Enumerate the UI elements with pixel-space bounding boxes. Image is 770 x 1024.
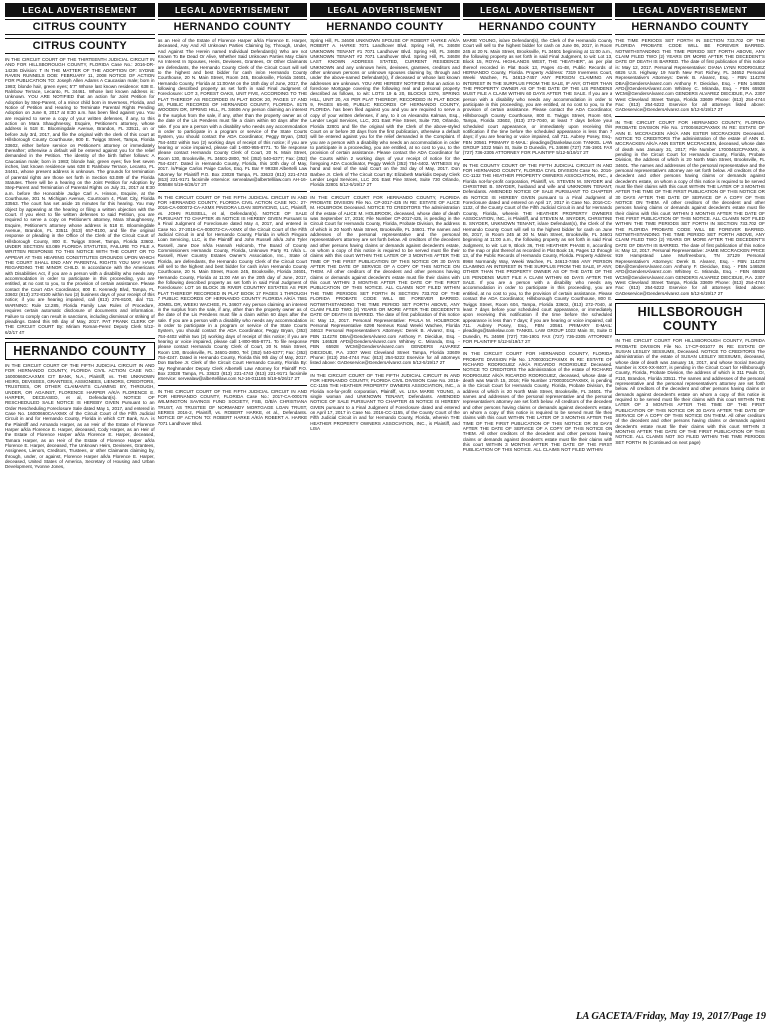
newspaper-page [5,3,765,1011]
legal-notice: IN THE CIRCUIT COURT OF THE FIFTH JUDICIAL CIRCUIT IN AND FOR HERNANDO COUNTY, FLORIDA CIVIL DIVISION Case No. 2016-CC-1155 THE HEATHER PROPERTY OWNERS ASSOCIATION, INC., a Florida not-for-profit corporation, Plaintiff, vs. LISA MARIE YOUNG, a single woman and UNKNOWN TENANT, Defendants. AMENDED NOTICE OF SALE PURSUANT TO CHAPTER 45 NOTICE IS HEREBY GIVEN pursuant to a Final Judgment of Foreclosure dated and entered on April 17, 2017 in Case No. 2016-CC-1155, of the County Court of the Fifth Judicial Circuit in and for Hernando County, Florida, wherein THE HEATHER PROPERTY OWNERS ASSOCIATION, INC., is Plaintiff, and LISA [310,372,460,432]
legal-notice: IN THE CIRCUIT COURT FOR HILLSBOROUGH COUNTY, FLORIDA PROBATE DIVISION File No. 17-CP-001077 IN RE: ESTATE OF SUSAN LESLEY SESSUMS, Deceased. NOTICE TO CREDITORS The administration of the estate of SUSAN LESLEY SESSUMS, deceased, whose date of death was January 16, 2017, and whose Social Security Number is XXX-XX-8407, is pending in the Circuit Court for Hillsborough County, Florida, Probate Division, the address of which is 311 Pauls Dr, #110, Brandon, Florida 33511. The names and addresses of the personal representative and the personal representative's attorney are set forth below. All creditors of the decedent and other persons having claims or demands against decedent's estate on whom a copy of this notice is required to be served must file their claims with this court WITHIN THE LATER OF 3 MONTHS AFTER THE TIME OF THE FIRST PUBLICATION OF THIS NOTICE OR 30 DAYS AFTER THE DATE OF SERVICE OF A COPY OF THIS NOTICE ON THEM. All other creditors of the decedent and other persons having claims or demands against decedent's estate must file their claims with this court WITHIN 3 MONTHS AFTER THE DATE OF THE FIRST PUBLICATION OF THIS NOTICE. ALL CLAIMS NOT SO FILED WITHIN THE TIME PERIODS SET FORTH IN (Continued on next page) [615,338,765,445]
county-heading: HERNANDO COUNTY [463,19,613,35]
column-header: LEGAL ADVERTISEMENT [463,3,613,17]
divider [158,385,308,386]
column-header: LEGAL ADVERTISEMENT [615,3,765,17]
columns [5,3,765,1009]
county-heading: HILLSBOROUGH COUNTY [615,303,765,335]
divider [310,191,460,192]
divider [310,369,460,370]
divider [5,338,155,339]
county-heading: HERNANDO COUNTY [310,19,460,35]
column-2 [158,3,308,1009]
legal-notice: IN THE CIRCUIT COURT OF THE FIFTH JUDICIAL CIRCUIT IN AND FOR HERNANDO COUNTY, FLORIDA CIVIL ACTION CASE NO.: 16000660CAAXMX CIT BANK, N.A., Plaintiff, vs. THE UNKNOWN HEIRS, DEVISEES, GRANTEES, ASSIGNEES, LIENORS, CREDITORS, TRUSTEES, OR OTHER CLAIMANTS CLAIMING BY, THROUGH, UNDER, OR AGAINST, FLORENCE HARPER A/K/A FLORENCE E. HARPER, DECEASED, et al, Defendant(s). NOTICE OF RESCHEDULED SALE NOTICE IS HEREBY GIVEN Pursuant to an Order Rescheduling Foreclosure Sale dated May 1, 2017, and entered in Case No. 16000660CAAXMX of the Circuit Court of the Fifth Judicial Circuit in and for Hernando County, Florida in which CIT Bank, N.A. is the Plaintiff and Armando Harper, as an Heir of the Estate of Florence Harper a/k/a Florence E. Harper, deceased, Cody Harper, as an Heir of the Estate of Florence Harper a/k/a Florence E. Harper, deceased, Tamara Harper, as an Heir of the Estate of Florence Harper a/k/a Florence E. Harper, deceased, The Unknown Heirs, Devisees, Grantees, Assignees, Lienors, Creditors, Trustees, or other Claimants claiming by, through, under, or against, Florence Harper a/k/a Florence E. Harper, deceased, United States of America, Secretary of Housing and Urban Development, Yvonne Jones, [5,362,155,470]
county-heading: HERNANDO COUNTY [615,19,765,35]
column-1 [5,3,155,1009]
legal-notice: MARIE YOUNG, is/are Defendant(s), the Clerk of the Hernando County Court will sell to the highest bidder for cash on June 06, 2017, in Room 245 at 20 N. Main Street, Brooksville, FL 34601 beginning at 11:00 a.m., the following property as set forth in said Final Judgment, to wit: Lot 13, Block 15, ROYAL HIGHLANDS WEST, THE "HEATHER", as per plat thereof recorded in Plat Book 13, Pages 41-48, Public Records of HERNANDO County, Florida. Property Address: 7319 Inverness Court, Weeki Wachee, FL 34613-7457 ANY PERSON CLAIMING AN INTEREST IN THE SURPLUS FROM THE SALE, IF ANY, OTHER THAN THE PROPERTY OWNER AS OF THE DATE OF THE LIS PENDENS MUST FILE A CLAIM WITHIN 60 DAYS AFTER THE SALE. If you are a person with a disability who needs any accommodation in order to participate in this proceeding, you are entitled, at no cost to you, to the provision of certain assistance. Please contact the ADA Coordinator, Hillsborough County Courthouse, 800 E. Twiggs Street, Room 604, Tampa, Florida 33602, (813) 272-7040, at least 7 days before your scheduled court appearance, or immediately upon receiving this notification if the time before the scheduled appearance is less than 7 days; if you are hearing or voice impaired, call 711. Aubrey Posey, Esq., FBN 20561 PRIMARY E-MAIL: pleadings@tankelaw.com TANKEL LAW GROUP 1022 Main St, Suite D Dunedin, FL 34698 (727) 736-1901 FAX (727) 736-2305 ATTORNEY FOR PLAINTIFF 5/12-5/19/17 2T [462,38,613,156]
divider [463,347,613,348]
divider [158,191,308,192]
divider [463,159,613,160]
legal-notice: IN THE CIRCUIT COURT FOR HERNANDO COUNTY, FLORIDA PROBATE DIVISION File No. CP-2017-425 IN RE: ESTATE OF ALICE M. HOLBROOK Deceased. NOTICE TO CREDITORS The administration of the estate of ALICE M. HOLBROOK, deceased, whose date of death was September 17, 2016; File Number CP-2017-425, is pending in the Circuit Court for Hernando County, Florida, Probate Division, the address of which is 20 North Main Street, Brooksville, FL 34601. The names and addresses of the personal representative and the personal representative's attorney are set forth below. All creditors of the decedent and other persons having claims or demands against decedent's estate, on whom a copy of this notice is required to be served must file their claims with this court WITHIN THE LATER OF 3 MONTHS AFTER THE TIME OF THE FIRST PUBLICATION OF THIS NOTICE OR 30 DAYS AFTER THE DATE OF SERVICE OF A COPY OF THIS NOTICE ON THEM. All other creditors of the decedent and other persons having claims or demands against decedent's estate must file their claims with this court WITHIN 3 MONTHS AFTER THE DATE OF THE FIRST PUBLICATION OF THIS NOTICE. ALL CLAIMS NOT FILED WITHIN THE TIME PERIODS SET FORTH IN SECTION 733.702 OF THE FLORIDA PROBATE CODE WILL BE FOREVER BARRED. NOTWITHSTANDING THE TIME PERIOD SET FORTH ABOVE, ANY CLAIM FILED TWO (2) YEARS OR MORE AFTER THE DECEDENT'S DATE OF DEATH IS BARRED. The date of first publication of this notice is: May 12, 2017. Personal Representative: PAULA M. HOLBROOK Personal Representative 6298 Nemeus Road Weeki Wachee, Florida 34613 Personal Representative's Attorneys: Derek B. Alvarez, Esq. - FBN 114278 DBA@GendersAlvarez.com Anthony F. Diecidue, Esq. - FBN 146528 AFD@GendersAlvarez.com Whitney C. Miranda, Esq. - FBN 65928 WCM@GendersAlvarez.com GENDERS ALVAREZ DIECIDUE, P.A. 2307 West Cleveland Street Tampa, Florida 33609 Phone: (813) 254-4744 Fax: (813) 254-5222 Eservice for all attorneys listed above: GADeservice@GendersAlvarez.com 5/12-5/19/17 2T [310,194,460,366]
column-header: LEGAL ADVERTISEMENT [5,3,155,17]
legal-notice: IN THE CIRCUIT COURT FOR HERNANDO COUNTY, FLORIDA PROBATE DIVISION File No. 17000462CPAXMX IN RE: ESTATE OF ANN E. MCCRACKEN A/K/A ANN ESTER MCCRACKEN Deceased. NOTICE TO CREDITORS The administration of the estate of ANN E. MCCRACKEN A/K/A ANN ESTER MCCRACKEN, deceased, whose date of death was January 31, 2017; File Number 17000462CPAXMX, is pending in the Circuit Court for Hernando County, Florida, Probate Division, the address of which is 20 North Main Street, Brooksville, FL 34601. The names and addresses of the personal representative and the personal representative's attorney are set forth below. All creditors of the decedent and other persons having claims or demands against decedent's estate, on whom a copy of this notice is required to be served must file their claims with this court WITHIN THE LATER OF 3 MONTHS AFTER THE TIME OF THE FIRST PUBLICATION OF THIS NOTICE OR 30 DAYS AFTER THE DATE OF SERVICE OF A COPY OF THIS NOTICE ON THEM. All other creditors of the decedent and other persons having claims or demands against decedent's estate must file their claims with this court WITHIN 3 MONTHS AFTER THE DATE OF THE FIRST PUBLICATION OF THIS NOTICE. ALL CLAIMS NOT FILED WITHIN THE TIME PERIODS SET FORTH IN SECTION 733.702 OF THE FLORIDA PROBATE CODE WILL BE FOREVER BARRED. NOTWITHSTANDING THE TIME PERIOD SET FORTH ABOVE, ANY CLAIM FILED TWO (2) YEARS OR MORE AFTER THE DECEDENT'S DATE OF DEATH IS BARRED. The date of first publication of this notice is: May 12, 2017. Personal Representative: JAMIE MCCRACKEN PRICE 919 Hampstead Lane Murfreesboro, TN 37129 Personal Representative's Attorneys: Derek B. Alvarez, Esq. - FBN 114278 DBA@GendersAlvarez.com Anthony F. Diecidue, Esq. - FBN 146528 AFD@GendersAlvarez.com Whitney C. Miranda, Esq. - FBN 65928 WCM@GendersAlvarez.com GENDERS ALVAREZ DIECIDUE, P.A. 2307 West Cleveland Street Tampa, Florida 33609 Phone: (813) 254-4744 Fax: (813) 254-5222 Eservice for all attorneys listed above: GADeservice@GendersAlvarez.com 5/12-5/19/17 2T [615,119,765,296]
legal-notice: as an Heir of the Estate of Florence Harper a/k/a Florence E. Harper, deceased, Any And All Unknown Parties Claiming by, Through, Under, And Against The Herein named Individual Defendant(s) Who are not Known To Be Dead Or Alive, Whether Said Unknown Parties May Claim An Interest In Spouses, Heirs, Devisees, Grantees, Or Other Claimants are defendants, the Hernando County Clerk of the Circuit Court will sell to the highest and best bidder for cash in/on Hernando County Courthouse, 20 N. Main Street, Room 245, Brooksville, Florida 34601, Hernando County, Florida at 11:00AM on the 15th day of June, 2017, the following described property as set forth in said Final Judgment of Foreclosure: LOT 3, FOREST OAKS, UNIT FIVE, ACCORDING TO THE PLAT THEREOF AS RECORDED IN PLAT BOOK 20, PAGES 17 AND 18, PUBLIC RECORDS OF HERNANDO COUNTY, FLORIDA. 8175 WOODEN DR, SPRING HILL, FL 34606 Any person claiming an interest in the surplus from the sale, if any, other than the property owner as of the date of the Lis Pendens must file a claim within 60 days after the sale. If you are a person with a disability who needs any accommodation in order to participate in a program or service of the State Courts System, you should contact the ADA Coordinator, Peggy Bryan, (352) 754-4402 within two (2) working days of receipt of this notice; if you are hearing or voice impaired, please call 1-800-955-8771. To file response please contact Hernando County Clerk of Court, 20 N. Main Street, Room 130, Brooksville, FL 34601-2800, Tel: (352) 540-6377; Fax: (352) 754-4247. Dated in Hernando County, Florida, this 10th day of May, 2017. /s/Paige Carlos Paige Carlos, Esq. FL Bar # 99338 Albertelli Law Attorney for Plaintiff P.O. Box 23028 Tampa, FL 33623 (813) 221-4743 (813) 221-9171 facsimile eService: servealaw@albertellilaw.com AH-16-005588 5/19-5/26/17 2T [157,38,308,188]
legal-notice: Spring Hill, FL 34608 UNKNOWN SPOUSE OF ROBERT HARKE A/K/A ROBERT A. HARKE 7071 Landhover Blvd. Spring Hill, FL 34608 UNKNOWN TENANT #1 7071 Landhover Blvd. Spring Hill, FL 34608 UNKNOWN TENANT #2 7071 Landhover Blvd. Spring Hill, FL 34608 LAST KNOWN ADDRESS STATED, CURRENT RESIDENCE UNKNOWN and any unknown heirs, devisees, grantees, creditors and other unknown persons or unknown spouses claiming by, through and under the above-named Defendant(s), if deceased or whose last known addresses are unknown. YOU ARE HEREBY NOTIFIED that an action to foreclose Mortgage covering the following real and personal property described as follows, to wit: LOTS 19 & 20, BLOCKS 1376, SPRING HILL, UNIT 20, AS PER PLAT THEREOF, RECORDED IN PLAT BOOK 9, PAGES 65-80, PUBLIC RECORDS OF HERNANDO COUNTY, FLORIDA. has been filed against you and you are required to serve a copy of your written defenses, if any, to it on Alexandra Kalman, Esq., Lender Legal Services, LLC, 201 East Pine Street, Suite 730, Orlando, Florida 32801 and file the original with the Clerk of the above-styled Court on or before 30 days from the first publication, otherwise a default will be entered against you for the relief demanded in the Complaint. If you are a person with a disability who needs an accommodation in order to participate in a proceeding, you are entitled, at no cost to you, to the provision of certain assistance. Please contact the ADA Coordinator for the Courts within 2 working days of your receipt of notice for the foregoing ADA Coordinator, Peggy Welch (352) 754-4402. WITNESS my hand and seal of the said Court on the 3rd day of May, 2017. Don Barbee Jr. Clerk of The Circuit Court By: Elizabeth Markidis Deputy Clerk Lender Legal Services, LLC 201 East Pine Street, Suite 730 Orlando, Florida 32801 5/12-5/19/17 2T [310,38,460,188]
column-header: LEGAL ADVERTISEMENT [310,3,460,17]
legal-notice: IN THE CIRCUIT COURT FOR HERNANDO COUNTY, FLORIDA PROBATE DIVISION File No. 17000301CPAXMX IN RE: ESTATE OF RICHARD RODRIGUEZ A/K/A RICARDO RODRIGUEZ Deceased. NOTICE TO CREDITORS The administration of the estate of RICHARD RODRIGUEZ A/K/A RICARDO RODRIGUEZ, deceased, whose date of death was March 15, 2016; File Number 17000301CPAXMX, is pending in the Circuit Court for Hernando County, Florida, Probate Division, the address of which is 20 North Main Street, Brooksville, FL 34601. The names and addresses of the personal representative and the personal representative's attorney are set forth below. All creditors of the decedent and other persons having claims or demands against decedent's estate, on whom a copy of this notice is required to be served must file their claims with this court WITHIN THE LATER OF 3 MONTHS AFTER THE TIME OF THE FIRST PUBLICATION OF THIS NOTICE OR 30 DAYS AFTER THE DATE OF SERVICE OF A COPY OF THIS NOTICE ON THEM. All other creditors of the decedent and other persons having claims or demands against decedent's estate must file their claims with this court WITHIN 3 MONTHS AFTER THE DATE OF THE FIRST PUBLICATION OF THIS NOTICE. ALL CLAIMS NOT FILED WITHIN [462,351,613,453]
column-header: LEGAL ADVERTISEMENT [158,3,308,17]
legal-notice: THE TIME PERIODS SET FORTH IN SECTION 733.702 OF THE FLORIDA PROBATE CODE WILL BE FOREVER BARRED. NOTWITHSTANDING THE TIME PERIOD SET FORTH ABOVE, ANY CLAIM FILED TWO (2) YEARS OR MORE AFTER THE DECEDENT'S DATE OF DEATH IS BARRED. The date of first publication of this notice is: May 12, 2017. Personal Representative: DIANA LYNN RODRIGUEZ 6826 U.S. Highway 19 North New Port Richey, FL 34652 Personal Representative's Attorneys: Derek B. Alvarez, Esq. - FBN 114278 DBA@GendersAlvarez.com Anthony F. Diecidue, Esq. - FBN 146528 AFD@GendersAlvarez.com Whitney C. Miranda, Esq. - FBN 65928 WCM@GendersAlvarez.com GENDERS ALVAREZ DIECIDUE, P.A. 2307 West Cleveland Street Tampa, Florida 33609 Phone: (813) 254-4744 Fax: (813) 254-5222 Eservice for all attorneys listed above: GADeservice@GendersAlvarez.com 5/12-5/19/17 2T [615,38,765,113]
legal-notice: IN THE CIRCUIT COURT OF THE FIFTH JUDICIAL CIRCUIT IN AND FOR HERNANDO COUNTY, FLORIDA Case No.: 2017-CA-000176 WILMINGTON SAVINGS FUND SOCIETY, FSB, D/B/A CHRISTIANA TRUST, AS TRUSTEE OF NORMANDY MORTGAGE LOAN TRUST, SERIES 2016-2, Plaintiff, vs. ROBERT HARKE, et al., Defendants. NOTICE OF ACTION TO: ROBERT HARKE A/K/A ROBERT A. HARKE 7071 Landhover Blvd. [157,388,308,426]
legal-notice: IN THE CIRCUIT COURT OF THE FIFTH JUDICIAL CIRCUIT IN AND FOR HERNANDO COUNTY, FLORIDA CIVIL ACTION CASE NO.: 27-2016-CA-000072-CA-AXMX PINGORA LOAN SERVICING, LLC, Plaintiff, vs. JOHN RUSSELL, et al, Defendant(s). NOTICE OF SALE PURSUANT TO CHAPTER 45 NOTICE IS HEREBY GIVEN Pursuant to a Final Judgment of Foreclosure dated May 4, 2017, and entered in Case No. 27-2016-CA-000072-CA-AXMX of the Circuit Court of the Fifth Judicial Circuit in and for Hernando County, Florida in which Pingora Loan Servicing, LLC, is the Plaintiff and John Russell a/k/a John Tyler Russell, Jane Doe n/k/a Hannah Holcomb, The Board of County Commissioners Hernando County, Florida, Unknown Party #1 n/k/a L. Russell, River Country Estates Owner's Association, Inc., State of Florida, are defendants, the Hernando County Clerk of the Circuit Court will sell to the highest and best bidder for cash in/on Hernando County Courthouse, 20 N. Main Street, Room 245, Brooksville, Florida 34601, Hernando County, Florida at 11:00 AM on the 20th day of June, 2017, the following described property as set forth in said Final Judgment of Foreclosure: LOT 16 BLOCK 35 RIVER COUNTRY ESTATES AS PER PLAT THEREOF RECORDED IN PLAT BOOK 17 PAGES 1 THROUGH 7 PUBLIC RECORDS OF HERNANDO COUNTY FLORIDA A/K/A 7581 JOMEL DR, WEEKI WACHEE, FL 34607 Any person claiming an interest in the surplus from the sale, if any, other than the property owner as of the date of the Lis Pendens must file a claim within 60 days after the sale. If you are a person with a disability who needs any accommodation in order to participate in a program or service of the State Courts System, you should contact the ADA Coordinator, Peggy Bryan, (352) 754-4402 within two (2) working days of receipt of this notice; if you are hearing or voice impaired, please call 1-800-955-8771. To file response please contact Hernando County Clerk of Court, 20 N. Main Street, Room 130, Brooksville, FL 34601-2800, Tel: (352) 540-6377; Fax: (352) 754-4247. Dated in Hernando County, Florida this 9th day of May, 2017. Don Barbee Jr. Clerk of the Circuit Court Hernando County, Florida By: Jay Reghmander Deputy Clerk Albertelli Law Attorney for Plaintiff P.O. Box 23028 Tampa, FL 33623 (813) 221-4743 (813) 221-9171 facsimile eService: servealaw@albertellilaw.com NJ-16-011165 5/19-5/26/17 2T [157,194,308,382]
county-heading: CITRUS COUNTY [5,19,155,35]
county-heading: HERNANDO COUNTY [158,19,308,35]
column-3 [310,3,460,1009]
divider [615,299,765,300]
column-5 [615,3,765,1009]
column-4 [463,3,613,1009]
divider [615,116,765,117]
legal-notice: IN THE COUNTY COURT OF THE FIFTH JUDICIAL CIRCUIT IN AND FOR HERNANDO COUNTY, FLORIDA CIVIL DIVISION Case No. 2016-CC-1132 THE HEATHER PROPERTY OWNERS ASSOCIATION, INC., a Florida not-for-profit corporation, Plaintiff, vs. STEVEN M. SNYDER and CHRISTINE B. SNYDER, husband and wife and UNKNOWN TENANT, Defendants. AMENDED NOTICE OF SALE PURSUANT TO CHAPTER 45 NOTICE IS HEREBY GIVEN pursuant to a Final Judgment of Foreclosure dated and entered on April 17, 2017 in Case No. 2016-CC-1132, of the County Court of the Fifth Judicial Circuit in and for Hernando County, Florida, wherein THE HEATHER PROPERTY OWNERS ASSOCIATION, INC., is Plaintiff, and STEVEN M. SNYDER, CHRISTINE B. SNYDER, UNKNOWN TENANT, is/are Defendant(s), the Clerk of the Hernando County Court will sell to the highest bidder for cash on June 06, 2017, in Room 245 at 20 N. Main Street, Brooksville, FL 34601 beginning at 11:00 a.m., the following property as set forth in said Final Judgment, to wit: Lot 9, Block 36, THE HEATHER PHASE II, according to the map or plat thereof as recorded in Plat Book 16, Pages 12 through 13, of the Public Records of Hernando County, Florida. Property Address: 8968 Normandy Way, Weeki Wachee, FL 34613-7466 ANY PERSON CLAIMING AN INTEREST IN THE SURPLUS FROM THE SALE, IF ANY, OTHER THAN THE PROPERTY OWNER AS OF THE DATE OF THE LIS PENDENS MUST FILE A CLAIM WITHIN 60 DAYS AFTER THE SALE. If you are a person with a disability who needs any accommodation in order to participate in this proceeding, you are entitled, at no cost to you, to the provision of certain assistance. Please contact the ADA Coordinator, Hillsborough County Courthouse, 800 E. Twiggs Street, Room 604, Tampa, Florida 33602, (813) 272-7040, at least 7 days before your scheduled court appearance, or immediately upon receiving this notification if the time before the scheduled appearance is less than 7 days; if you are hearing or voice impaired, call 711. Aubrey Posey, Esq., FBN 20561 PRIMARY E-MAIL: pleadings@tankelaw.com TANKEL LAW GROUP 1022 Main St, Suite D Dunedin, FL 34698 (727) 736-1901 FAX (727) 736-2305 ATTORNEY FOR PLAINTIFF 5/12-5/19/17 2T [462,162,613,344]
page-footer: LA GACETA/Friday, May 19, 2017/Page 19 [575,1011,766,1022]
county-heading: CITRUS COUNTY [5,38,155,54]
county-heading: HERNANDO COUNTY [5,342,155,360]
legal-notice: IN THE CIRCUIT COURT OF THE THIRTEENTH JUDICIAL CIRCUIT IN AND FOR HILLSBOROUGH COUNTY, FLORIDA Case No.: 2016-DR-14236 Division: T IN THE MATTER OF THE ADOPTION OF: SYDNE RAVEN RUNNELS DOB: FEBRUARY 11, 2008 NOTICE OF ACTION FOR PUBLICATION TO: Joseph Allen Adams A Caucasian male; born in 1983; blonde hair, green eyes; 5'7" Whose last known residence: 638 E. Ralnbow Terrace, Lecanto, FL 34461. Whose last known address is: Unknown. YOU ARE NOTIFIED that an action for Joint Petition for Adoption by Step-Parent, of a minor child born in Inverness, Florida, and Notice of Petition and Hearing to Terminate Parental Rights Pending Adoption on June 8, 2017 at 8:30 a.m. has been filed against you. You are required to serve a copy of your written defenses, if any, to this action on Mara Shaughnessy, Esquire, Petitioner's attorney, whose address is 518 E. Bloomingdale Avenue, Brandon, FL 33511, on or before July 3rd, 2017, and file the original with the clerk of this court at Hillsborough County Courthouse, 800 E. Twiggs Street, Tampa, Florida 33602, either before service on Petitioner's attorney or immediately thereafter; otherwise a default will be entered against you for the relief demanded in the Petition. The identity of the birth father follows: A Caucasian male; born in 1983; blonde hair, green eyes; five feet seven inches, last known residence was 638 E Ralnbow Terrace, Lecanto, FL 34461, whose present address is unknown. The grounds for termination of parental rights are those set forth in Section 63.089 of the Florida Statutes. There will be a hearing on the Joint Petition for Adoption by Step-Parent and Termination of Parental Rights on July 31, 2017 at 8:30 a.m. before the Honorable Judge Carl A. Hinson, Esquire, at the Courthouse, 301 N. Michigan Avenue, Courtroom 4, Plant City, Florida 33563. The court has set aside 15 minutes for this hearing. You may object by appearing at the hearing or filing a written objection with the Court. If you elect to file written defenses to said Petition, you are required to serve a copy on Petitioner's attorney, Mara Shaughnessy, Esquire, Petitioner's attorney whose address is 518 E. Bloomingdale Avenue, Brandon, FL 33511 (813) 657-8100, and file the original response or pleading in the Office of the Clerk of the Circuit Court of Hillsborough County, 800 E. Twiggs Street, Tampa, Florida 33602. UNDER SECTION 63.089 FLORIDA STATUTES, FAILURE TO FILE A WRITTEN RESPONSE TO THIS NOTICE WITH THE COURT OR TO APPEAR AT THIS HEARING CONSTITUTES GROUNDS UPON WHICH THE COURT SHALL END ANY PARENTAL RIGHTS YOU MAY HAVE REGARDING THE MINOR CHILD. In accordance with the Americans with Disabilities Act, if you are a person with a disability who needs any accommodation in order to participate in this proceeding, you are entitled, at no cost to you, to the provision of certain assistance. Please contact the Court ADA Coordinator, 800 E. Kennedy Blvd, Tampa, FL 33602 (813) 272-8100 within two (2) business days of your receipt of this notice; if you are hearing impaired, call (813) 276-8100, dial 711. WARNING: Rule 12.285, Florida Family Law Rules of Procedure, requires certain automatic disclosure of documents and information. Failure to comply can result in sanctions, including dismissal or striking of pleadings. Dated this 9th day of May, 2017. PAT FRANK CLERK OF THE CIRCUIT COURT By: Miriam Roman-Perez Deputy Clerk 5/12-6/2/17 4T [5,57,155,335]
